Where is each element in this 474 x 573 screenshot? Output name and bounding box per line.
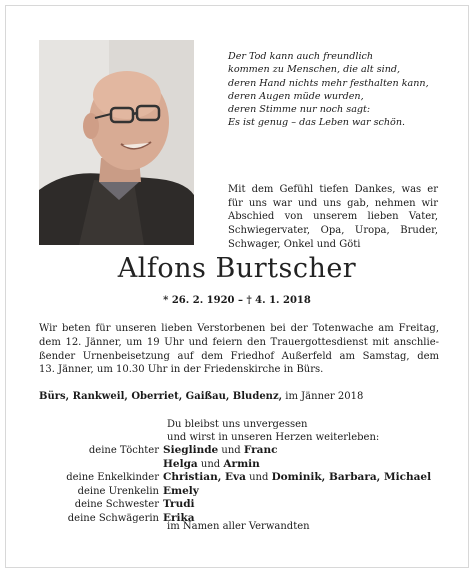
family-member-name: Helga — [163, 457, 198, 470]
poem-line: kommen zu Menschen, die alt sind, — [228, 64, 401, 76]
family-connector: und — [218, 445, 244, 456]
family-member-name: Emely — [163, 484, 199, 497]
family-member-name: Armin — [223, 457, 260, 470]
closing-words — [167, 418, 447, 444]
family-member-name: Franc — [243, 444, 278, 456]
footer-signature: im Namen aller Verwandten — [167, 521, 310, 532]
family-row — [39, 444, 459, 458]
places-date-line — [39, 391, 439, 402]
family-relation: deine Enkelkinder — [66, 472, 159, 484]
family-relation: deine Schwägerin — [67, 512, 159, 524]
poem-line: deren Augen müde wurden, — [228, 90, 364, 102]
family-connector: und — [197, 458, 224, 470]
portrait-photo — [39, 40, 194, 245]
thanks-paragraph — [228, 183, 438, 252]
family-list — [39, 444, 459, 526]
family-relation: deine Töchter — [88, 445, 159, 456]
thanks-line: für uns war und uns gab, nehmen wir — [228, 197, 438, 209]
places-date: im Jänner 2018 — [282, 391, 364, 402]
family-row — [39, 471, 459, 485]
announcement-line: Wir beten für unseren lieben Verstorbenen bei der Totenwache am Freitag, — [39, 323, 439, 334]
announcement-paragraph — [39, 322, 439, 377]
family-member-name: Dominik, Barbara, Michael — [271, 471, 432, 484]
announcement-line: 13. Jänner, um 10.30 Uhr in der Friedenskirche in Bürs. — [39, 364, 324, 376]
family-member-name: Sieglinde — [163, 444, 219, 456]
poem-line: Der Tod kann auch freundlich — [228, 51, 374, 62]
family-members — [163, 498, 459, 512]
family-relation: deine Urenkelin — [77, 485, 159, 497]
poem — [228, 50, 448, 130]
deceased-name: Alfons Burtscher — [117, 253, 357, 284]
family-relation — [39, 458, 163, 472]
family-member-name: Erika — [163, 511, 195, 524]
family-relation: deine Schwester — [74, 499, 159, 511]
thanks-line: Schwiegervater, Opa, Uropa, Bruder, — [228, 225, 438, 237]
family-member-name: Trudi — [163, 498, 195, 511]
family-members — [163, 485, 459, 499]
places-names: Bürs, Rankweil, Oberriet, Gaißau, Bludenz, — [39, 391, 283, 402]
closing-line-2: und wirst in unseren Herzen weiterleben: — [167, 432, 380, 443]
family-members — [163, 458, 459, 472]
poem-line: deren Stimme nur noch sagt: — [228, 104, 371, 116]
family-members — [163, 471, 459, 485]
thanks-line: Schwager, Onkel und Göti — [228, 238, 361, 250]
family-member-name: Christian, Eva — [163, 471, 246, 484]
poem-line: Es ist genug – das Leben war schön. — [228, 117, 406, 129]
family-row — [39, 485, 459, 499]
family-connector: und — [245, 472, 272, 484]
closing-line-1: Du bleibst uns unvergessen — [167, 419, 308, 430]
thanks-line: Abschied von unserem lieben Vater, — [228, 211, 438, 223]
poem-line: deren Hand nichts mehr festhalten kann, — [228, 77, 429, 89]
family-row — [39, 498, 459, 512]
life-dates: * 26. 2. 1920 – † 4. 1. 2018 — [163, 295, 311, 306]
family-row — [39, 458, 459, 472]
announcement-line: ßender Urnenbeisetzung auf dem Friedhof Außerfeld am Samstag, dem — [39, 350, 439, 362]
thanks-line: Mit dem Gefühl tiefen Dankes, was er — [228, 184, 438, 195]
family-members — [163, 444, 459, 458]
announcement-line: dem 12. Jänner, um 19 Uhr und feiern den Trauergottesdienst mit anschlie- — [39, 336, 439, 348]
